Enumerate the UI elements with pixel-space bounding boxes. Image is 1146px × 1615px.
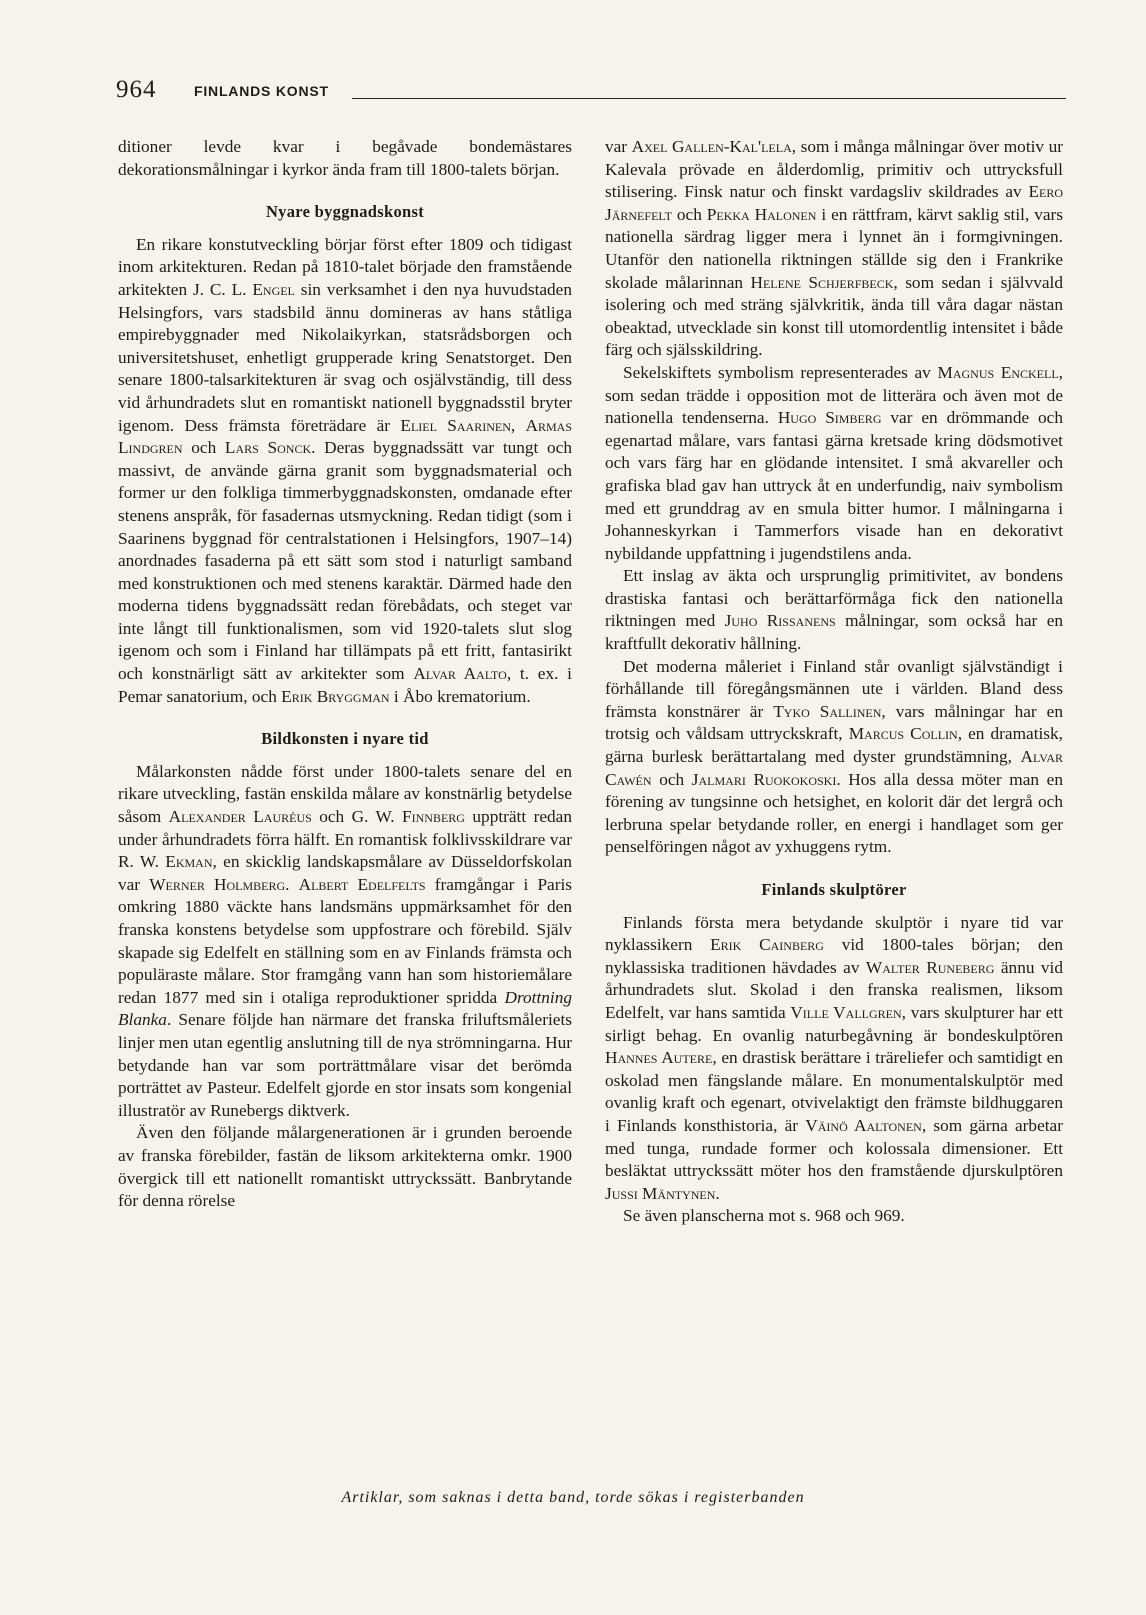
person-name: Eero Järnefelt <box>605 182 1063 224</box>
person-name: Magnus Enckell <box>937 362 1059 382</box>
person-name: Finnberg <box>402 807 465 827</box>
person-name: Tyko Sallinen <box>773 701 882 721</box>
person-name: Väinö Aaltonen <box>805 1115 922 1135</box>
person-name: Walter Runeberg <box>865 957 995 977</box>
paragraph: Sekelskiftets symbolism representerades av Magnus Enckell, som sedan trädde i opposition mot de litterära och även mot de nationella tendenserna. Hugo Simberg var en drömmande och egenartad målare, vars fantasi gärna kretsade kring dödsmotivet och vars färg har en glödande intensitet. I små akvareller och grafiska blad gav han uttryck åt en underfundig, naiv symbolism med ett grunddrag av en smula bitter humor. I målningarna i Johanneskyrkan i Tammerfors visade han en dekorativt nybildande uppfattning i jugendstilens anda. <box>605 362 1063 563</box>
person-name: Eliel Saarinen <box>400 415 511 435</box>
person-name: Alvar Aalto <box>413 664 507 684</box>
section-heading: Finlands skulptörer <box>761 880 907 899</box>
person-name: Jussi Mäntynen <box>605 1183 716 1203</box>
person-name: Axel Gallen-Kal'lela <box>631 137 792 156</box>
person-name: Engel <box>252 279 295 299</box>
paragraph: Ett inslag av äkta och ursprunglig primitivitet, av bondens drastiska fantasi och berättarförmåga fick den nationella riktningen med Juho Rissanens målningar, som också har en kraftfullt dekorativ hållning. <box>605 566 1064 654</box>
person-name: Ville Vallgren <box>790 1002 902 1022</box>
person-name: Erik Bryggman <box>281 686 390 706</box>
person-name: Hannes Autere <box>605 1048 713 1068</box>
person-name: Erik Cainberg <box>710 935 824 955</box>
person-name: Albert Edelfelts <box>298 874 426 894</box>
person-name: Helene Schjerfbeck <box>750 272 894 292</box>
work-title: Drottning Blanka <box>118 987 572 1030</box>
right-column <box>605 136 1063 1228</box>
page-number: 964 <box>116 76 157 103</box>
header-rule <box>352 98 1066 99</box>
person-name: Marcus Collin <box>848 724 958 744</box>
section-heading: Bildkonsten i nyare tid <box>261 729 429 749</box>
person-name: Pekka Halonen <box>706 204 817 224</box>
paragraph: Målarkonsten nådde först under 1800-talets senare del en rikare utveckling, fastän enskilda målare av konstnärlig betydelse såsom Alexander Lauréus och G. W. Finnberg uppträtt redan under århundradets förra hälft. En romantisk folklivsskildrare var R. W. Ekman, en skicklig landskapsmålare av Düsseldorfskolan var Werner Holmberg. Albert Edelfelts framgångar i Paris omkring 1880 väckte hans landsmäns uppmärksamhet för den franska konstens betydelse som uppfostrare och förebild. Själv skapade sig Edelfelt en ställning som en av Finlands främsta och populäraste målare. Stor framgång vann han som historiemålare redan 1877 med sin i otaliga reproduktioner spridda Drottning Blanka. Senare följde han närmare det franska friluftsmåleriets linjer men utan egentlig anslutning till de nya strömningarna. Hur betydande han var som porträttmålare visar det berömda porträttet av Pasteur. Edelfelt gjorde en stor insats som kongenial illustratör av Runebergs diktverk. <box>118 761 573 1120</box>
person-name: Alvar Cawén <box>605 747 1063 789</box>
paragraph: Finlands första mera betydande skulptör i nyare tid var nyklassikern Erik Cainberg vid 1800-tales början; den nyklassiska traditionen hävdades av Walter Runeberg ännu vid århundradets slut. Skolad i den franska realismen, liksom Edelfelt, var hans samtida Ville Vallgren, vars skulpturer har ett sirligt behag. En ovanlig naturbegåvning är bondeskulptören Hannes Autere, en drastisk berättare i träreliefer och samtidigt en oskolad men fängslande målare. En monumentalskulptör med ovanlig kraft och egenart, otvivelaktigt den främste bildhuggaren i Finlands konsthistoria, är Väinö Aaltonen, som gärna arbetar med tunga, rundade former och kolossala dimensioner. Ett besläktat uttryckssätt möter hos den framstående djurskulptören Jussi Mäntynen. <box>605 912 1064 1203</box>
person-name: Juho Rissanens <box>724 611 836 631</box>
running-header <box>116 76 1066 106</box>
paragraph: Se även planscherna mot s. 968 och 969. <box>623 1206 905 1226</box>
paragraph: var Axel Gallen-Kal'lela, som i många målningar över motiv ur Kalevala prövade en ålderdomlig, primitiv och uttrycksfull stilisering. Finsk natur och finskt vardagsliv skildrades av Eero Järnefelt och Pekka Halonen i en rättfram, kärvt saklig stil, vars nationella särdrag ligger mera i lynnet än i formgivningen. Utanför den nationella riktningen ställde sig den i Frankrike skolade målarinnan Helene Schjerfbeck, som sedan i självvald isolering och med sträng självkritik, ända till våra dagar nästan obeaktad, utvecklade sin konst till utomordentlig intensitet i både färg och själsskildring. <box>605 137 1063 360</box>
section-heading: Nyare byggnadskonst <box>265 202 425 222</box>
person-name: Jalmari Ruokokoski <box>691 769 837 789</box>
running-title: FINLANDS KONST <box>194 83 329 99</box>
paragraph: ditioner levde kvar i begåvade bondemästares dekorationsmålningar i kyrkor ända fram till 1800-talets början. <box>118 137 572 179</box>
person-name: Armas Lindgren <box>118 415 572 458</box>
paragraph: Även den följande målargenerationen är i grunden beroende av franska förebilder, fastän de liksom arkitekterna omkr. 1900 övergick till ett nationellt romantiskt uttryckssätt. Banbrytande för denna rörelse <box>118 1123 572 1211</box>
person-name: Lars Sonck <box>224 438 312 458</box>
person-name: Werner Holmberg <box>149 874 286 894</box>
paragraph: En rikare konstutveckling börjar först efter 1809 och tidigast inom arkitekturen. Redan på 1810-talet började den framstående arkitekten J. C. L. Engel sin verksamhet i den nya huvudstaden Helsingfors, vars stadsbild ännu domineras av hans ståtliga empirebyggnader med Nikolaikyrkan, statsrådsborgen och universitetshuset, enhetligt grupperade kring Senatstorget. Den senare 1800-talsarkitekturen är svag och osjälvständig, till dess vid århundradets slut en romantiskt nationell byggnadsstil bryter igenom. Dess främsta företrädare är Eliel Saarinen, Armas Lindgren och Lars Sonck. Deras byggnadssätt var tungt och massivt, de använde gärna granit som byggnadsmaterial och former ur den folkliga timmerbyggnadskonsten, omdanade efter stenens anspråk, för fasadernas utsmyckning. Redan tidigt (som i Saarinens byggnad för centralstationen i Helsingfors, 1907–14) anordnades fasaderna på ett sätt som stod i naturligt samband med konstruktionen och med stenens karaktär. Därmed hade den moderna tidens byggnadssätt redan förebådats, och steget var inte långt till funktionalismen, som vid 1920-talets slut slog igenom och som i Finland har tillämpats på ett fritt, fantasirikt och konstnärligt sätt av arkitekter som Alvar Aalto, t. ex. i Pemar sanatorium, och Erik Bryggman i Åbo krematorium. <box>118 234 572 706</box>
paragraph: Det moderna måleriet i Finland står ovanligt självständigt i förhållande till föregångsmännen ute i världen. Bland dess främsta konstnärer är Tyko Sallinen, vars målningar har en trotsig och våldsam uttryckskraft, Marcus Collin, en dramatisk, gärna burlesk berättartalang med dyster grundstämning, Alvar Cawén och Jalmari Ruokokoski. Hos alla dessa möter man en förening av tungsinne och hetsighet, en kolorit där det lergrå och lerbruna spelar betydande roller, en energi i handlaget som ger penselföringen något av yxhuggens rytm. <box>605 656 1063 857</box>
left-column <box>118 136 572 1213</box>
person-name: Alexander Lauréus <box>168 807 312 827</box>
footer-note: Artiklar, som saknas i detta band, torde sökas i registerbanden <box>341 1489 805 1506</box>
person-name: Hugo Simberg <box>777 408 882 428</box>
person-name: Ekman <box>165 852 213 872</box>
